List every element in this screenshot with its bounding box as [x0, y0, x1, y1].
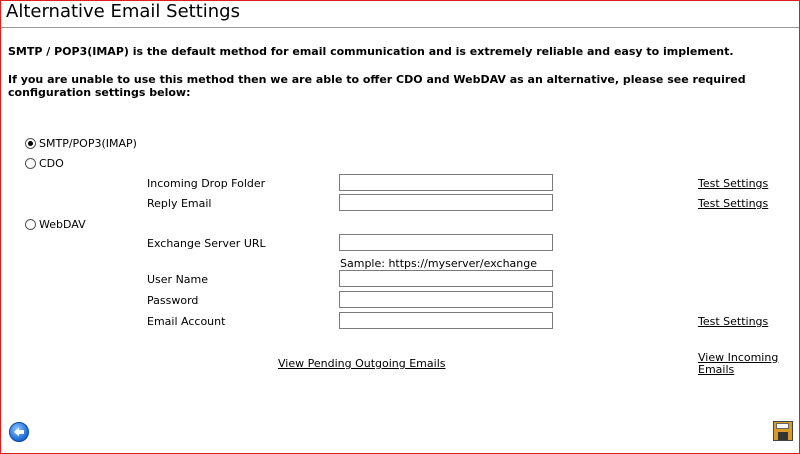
- page-title: Alternative Email Settings: [6, 1, 240, 22]
- radio-cdo-option[interactable]: [25, 157, 64, 170]
- password-label: Password: [147, 294, 199, 307]
- email-account-input[interactable]: [339, 312, 553, 329]
- exchange-url-sample-hint: Sample: https://myserver/exchange: [340, 257, 538, 270]
- exchange-server-url-input[interactable]: [339, 234, 553, 251]
- intro-text-alternative: If you are unable to use this method then we are able to offer CDO and WebDAV as an alternative, please see required configuration settings below:: [8, 73, 746, 99]
- intro-text-default: SMTP / POP3(IMAP) is the default method for email communication and is extremely reliable and easy to implement.: [8, 45, 734, 58]
- radio-webdav-label: WebDAV: [39, 218, 86, 231]
- save-icon-label-area: [776, 423, 789, 429]
- reply-email-label: Reply Email: [147, 197, 212, 210]
- webdav-test-settings-link[interactable]: Test Settings: [698, 315, 769, 328]
- cdo-test-settings-link-2[interactable]: Test Settings: [698, 197, 769, 210]
- title-divider: [1, 27, 799, 28]
- view-incoming-emails-line1: View Incoming: [698, 351, 779, 364]
- cdo-test-settings-link-1[interactable]: Test Settings: [698, 177, 769, 190]
- save-icon-shutter: [778, 432, 788, 440]
- view-pending-outgoing-emails-link[interactable]: View Pending Outgoing Emails: [278, 357, 446, 370]
- radio-webdav[interactable]: [25, 219, 36, 230]
- back-arrow-icon[interactable]: [9, 422, 29, 442]
- back-arrow-glyph: [13, 426, 25, 438]
- view-incoming-emails-line2: Emails: [698, 363, 735, 376]
- user-name-input[interactable]: [339, 270, 553, 287]
- email-account-label: Email Account: [147, 315, 226, 328]
- radio-webdav-option[interactable]: [25, 218, 86, 231]
- save-floppy-icon[interactable]: [773, 421, 793, 441]
- radio-smtp-option[interactable]: [25, 137, 137, 150]
- radio-cdo[interactable]: [25, 158, 36, 169]
- incoming-drop-folder-input[interactable]: [339, 174, 553, 191]
- exchange-server-url-label: Exchange Server URL: [147, 237, 266, 250]
- radio-cdo-label: CDO: [39, 157, 64, 170]
- password-input[interactable]: [339, 291, 553, 308]
- view-incoming-emails-link[interactable]: [698, 352, 778, 376]
- radio-smtp[interactable]: [25, 138, 36, 149]
- user-name-label: User Name: [147, 273, 209, 286]
- reply-email-input[interactable]: [339, 194, 553, 211]
- radio-smtp-label: SMTP/POP3(IMAP): [39, 137, 137, 150]
- incoming-drop-folder-label: Incoming Drop Folder: [147, 177, 266, 190]
